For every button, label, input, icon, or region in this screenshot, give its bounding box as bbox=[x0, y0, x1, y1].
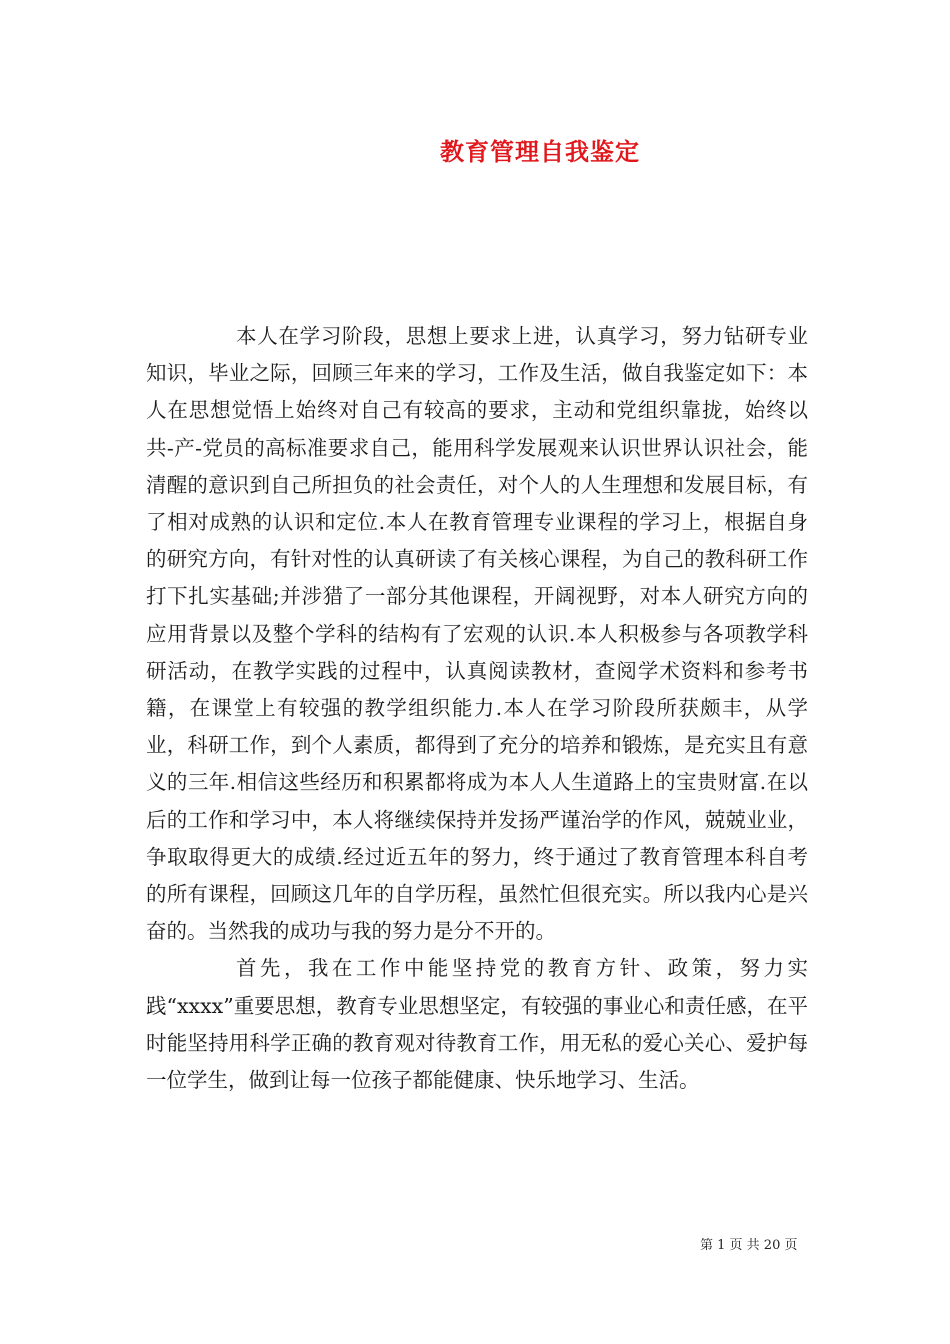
document-body bbox=[146, 318, 808, 1099]
page-number-footer: 第 1 页 共 20 页 bbox=[700, 1238, 798, 1253]
paragraph-1: 本人在学习阶段，思想上要求上进，认真学习，努力钻研专业知识，毕业之际，回顾三年来的学习，工作及生活，做自我鉴定如下：本人在思想觉悟上始终对自己有较高的要求，主动和党组织靠拢，始终以共-产-党员的高标准要求自己，能用科学发展观来认识世界认识社会，能清醒的意识到自己所担负的社会责任，对个人的人生理想和发展目标，有了相对成熟的认识和定位.本人在教育管理专业课程的学习上，根据自身的研究方向，有针对性的认真研读了有关核心课程，为自己的教科研工作打下扎实基础;并涉猎了一部分其他课程，开阔视野，对本人研究方向的应用背景以及整个学科的结构有了宏观的认识.本人积极参与各项教学科研活动，在教学实践的过程中，认真阅读教材，查阅学术资料和参考书籍，在课堂上有较强的教学组织能力.本人在学习阶段所获颇丰，从学业，科研工作，到个人素质，都得到了充分的培养和锻炼，是充实且有意义的三年.相信这些经历和积累都将成为本人人生道路上的宝贵财富.在以后的工作和学习中，本人将继续保持并发扬严谨治学的作风，兢兢业业，争取取得更大的成绩.经过近五年的努力，终于通过了教育管理本科自考的所有课程，回顾这几年的自学历程，虽然忙但很充实。所以我内心是兴奋的。当然我的成功与我的努力是分不开的。 bbox=[146, 324, 808, 944]
document-title: 教育管理自我鉴定 bbox=[440, 137, 640, 166]
paragraph-2: 首先，我在工作中能坚持党的教育方针、政策，努力实践“xxxx”重要思想，教育专业思想坚定，有较强的事业心和责任感，在平时能坚持用科学正确的教育观对待教育工作，用无私的爱心关心、爱护每一位学生，做到让每一位孩子都能健康、快乐地学习、生活。 bbox=[146, 956, 808, 1093]
